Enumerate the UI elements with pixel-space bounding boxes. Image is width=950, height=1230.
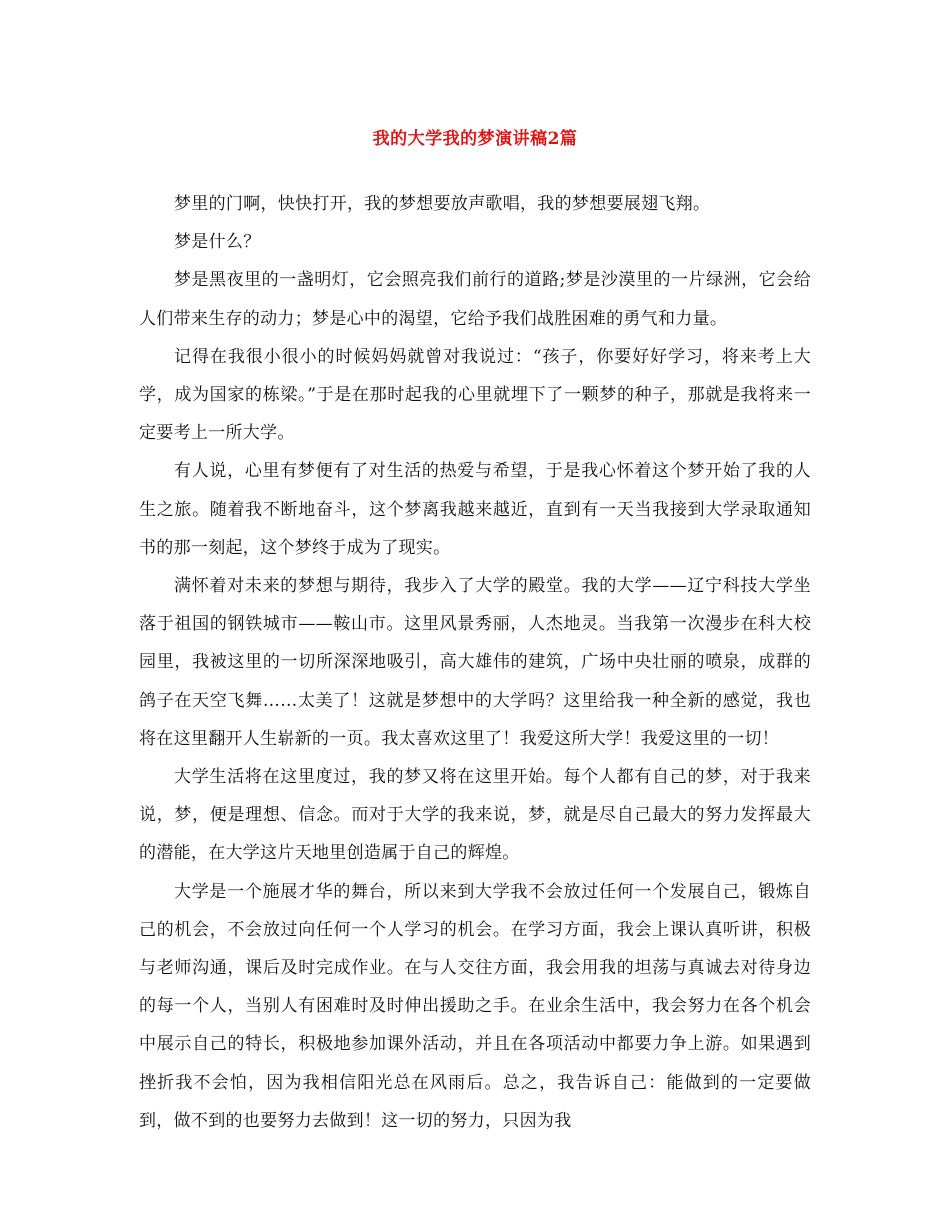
paragraph: 有人说，心里有梦便有了对生活的热爱与希望，于是我心怀着这个梦开始了我的人生之旅。随着我不断地奋斗，这个梦离我越来越近，直到有一天当我接到大学录取通知书的那一刻起，这个梦终于成为了现实。	[139, 461, 811, 558]
paragraph: 大学生活将在这里度过，我的梦又将在这里开始。每个人都有自己的梦，对于我来说，梦，便是理想、信念。而对于大学的我来说，梦，就是尽自己最大的努力发挥最大的潜能，在大学这片天地里创造属于自己的辉煌。	[139, 767, 811, 864]
document-body	[139, 185, 811, 1140]
document-title: 我的大学我的梦演讲稿2篇	[372, 129, 578, 149]
paragraph: 满怀着对未来的梦想与期待，我步入了大学的殿堂。我的大学——辽宁科技大学坐落于祖国的钢铁城市——鞍山市。这里风景秀丽，人杰地灵。当我第一次漫步在科大校园里，我被这里的一切所深深地吸引，高大雄伟的建筑，广场中央壮丽的喷泉，成群的鸽子在天空飞舞……太美了！这就是梦想中的大学吗？这里给我一种全新的感觉，我也将在这里翻开人生崭新的一页。我太喜欢这里了！我爱这所大学！我爱这里的一切！	[139, 576, 811, 749]
paragraph: 梦里的门啊，快快打开，我的梦想要放声歌唱，我的梦想要展翅飞翔。	[174, 194, 711, 214]
paragraph: 梦是黑夜里的一盏明灯，它会照亮我们前行的道路;梦是沙漠里的一片绿洲，它会给人们带来生存的动力；梦是心中的渴望，它给予我们战胜困难的勇气和力量。	[139, 270, 811, 329]
paragraph: 大学是一个施展才华的舞台，所以来到大学我不会放过任何一个发展自己，锻炼自己的机会，不会放过向任何一个人学习的机会。在学习方面，我会上课认真听讲，积极与老师沟通，课后及时完成作业。在与人交往方面，我会用我的坦荡与真诚去对待身边的每一个人，当别人有困难时及时伸出援助之手。在业余生活中，我会努力在各个机会中展示自己的特长，积极地参加课外活动，并且在各项活动中都要力争上游。如果遇到挫折我不会怕，因为我相信阳光总在风雨后。总之，我告诉自己：能做到的一定要做到，做不到的也要努力去做到！这一切的努力，只因为我	[139, 881, 811, 1131]
paragraph: 记得在我很小很小的时候妈妈就曾对我说过：“孩子，你要好好学习，将来考上大学，成为国家的栋梁。”于是在那时起我的心里就埋下了一颗梦的种子，那就是我将来一定要考上一所大学。	[139, 346, 811, 444]
paragraph: 梦是什么？	[174, 232, 261, 253]
